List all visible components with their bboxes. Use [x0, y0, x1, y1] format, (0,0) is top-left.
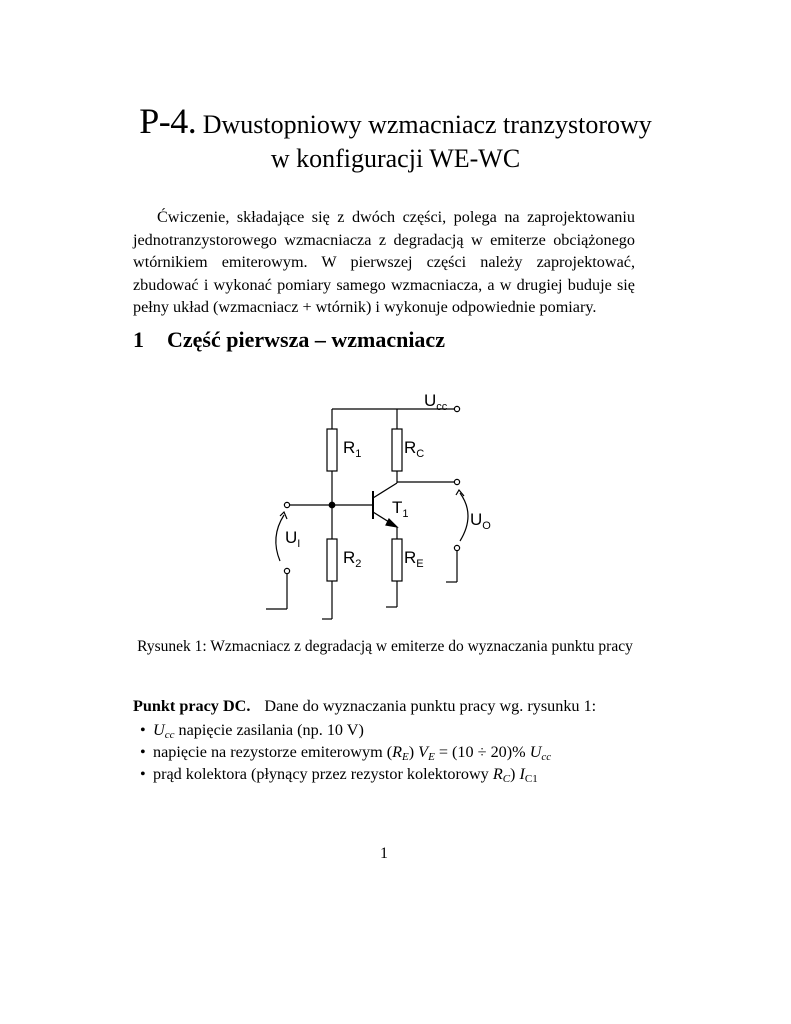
input-terminal-top: [284, 502, 289, 507]
output-terminal-top: [454, 479, 459, 484]
figure-caption: Rysunek 1: Wzmacniacz z degradacją w emiterze do wyznaczania punktu pracy: [137, 638, 633, 655]
ui-label: $U_I$: [285, 528, 301, 550]
r2-label: $R_2$: [343, 548, 362, 570]
resistor-r1: [327, 429, 337, 471]
rc-label: $R_C$: [404, 438, 425, 460]
resistor-rc: [392, 429, 402, 471]
section-number: 1: [133, 327, 144, 352]
input-terminal-bottom: [284, 568, 289, 573]
section-heading: [133, 327, 445, 353]
supply-terminal: [454, 406, 459, 411]
dc-operating-point-paragraph: [133, 697, 653, 716]
amplifier-circuit-diagram: [240, 385, 491, 625]
transistor-collector-lead: [373, 483, 397, 498]
dc-intro: Dane do wyznaczania punktu pracy wg. rysunku 1:: [264, 697, 597, 715]
title-line-2: w konfiguracji WE-WC: [270, 144, 521, 173]
list-item: • prąd kolektora (płynący przez rezystor kolektorowy $R_C$) $I_{C1}$: [140, 765, 538, 785]
abstract-text: Ćwiczenie, składające się z dwóch części, polega na zaprojektowaniu jednotranzystorowego wzmacniacza z degradacją w emiterze obciążonego wtórnikiem emiterowym. W pierwszej części należy zaprojektować, zbudować i wykonać pomiary samego wzmacniacza, a w drugiej buduje się pełny układ (wzmacniacz + wtórnik) i wykonuje odpowiednie pomiary.: [133, 208, 635, 316]
dc-heading: Punkt pracy DC.: [133, 697, 251, 715]
abstract-paragraph: [133, 206, 635, 319]
exercise-code: P-4.: [139, 101, 197, 141]
output-terminal-bottom: [454, 545, 459, 550]
page-number: 1: [380, 845, 388, 862]
r1-label: $R_1$: [343, 438, 362, 460]
section-title-text: Część pierwsza – wzmacniacz: [167, 327, 445, 352]
transistor-emitter-arrow: [386, 519, 397, 527]
resistor-re: [392, 539, 402, 581]
uo-label: $U_O$: [470, 510, 491, 532]
list-item: • $U_{cc}$ napięcie zasilania (np. 10 V): [140, 721, 364, 741]
title-text-1: Dwustopniowy wzmacniacz tranzystorowy: [202, 110, 652, 139]
supply-label: $U_{cc}$: [424, 391, 448, 413]
list-item: • napięcie na rezystorze emiterowym $(R_E) V_E = (10 \div 20)\%$ $U_{cc}$: [140, 743, 552, 763]
title-line-1: [0, 101, 791, 142]
dc-parameter-list: [133, 719, 551, 785]
uo-arrow-curve: [460, 493, 468, 541]
t1-label: $T_1$: [392, 498, 409, 520]
ui-arrow-curve: [276, 515, 284, 561]
re-label: $R_E$: [404, 548, 424, 570]
document-title: [0, 101, 791, 176]
resistor-r2: [327, 539, 337, 581]
